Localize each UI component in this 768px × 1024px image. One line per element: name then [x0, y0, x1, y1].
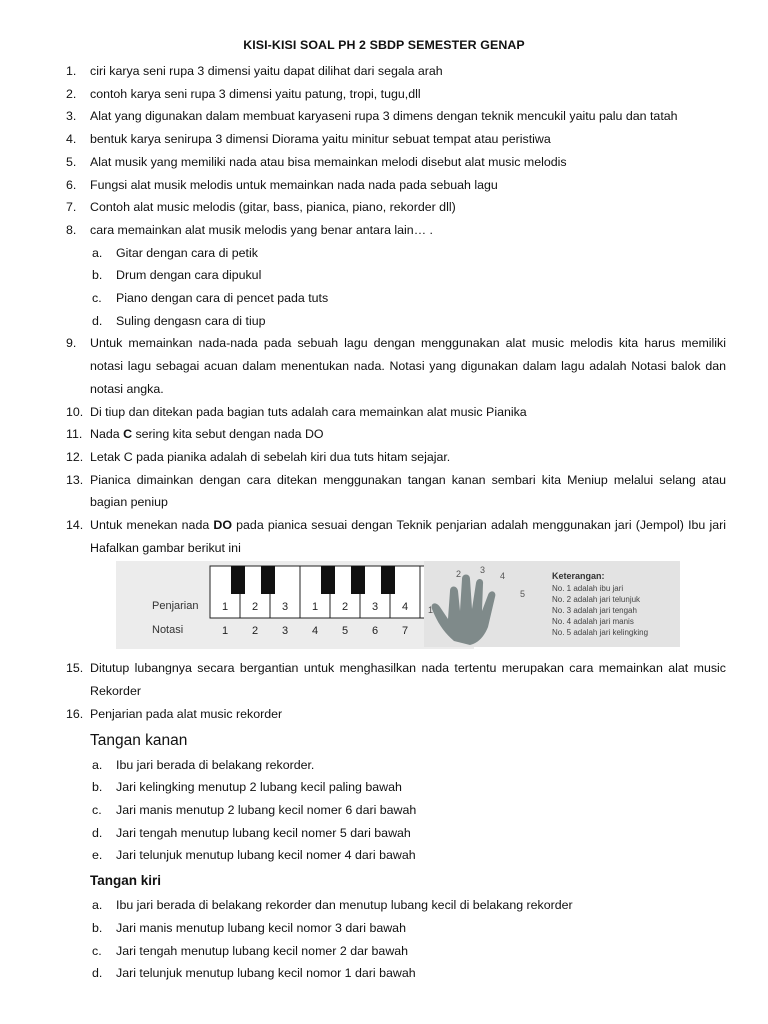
- item-text: Di tiup dan ditekan pada bagian tuts adalah cara memainkan alat music Pianika: [90, 404, 527, 419]
- list-item: [66, 446, 726, 469]
- item-number: 12.: [66, 449, 84, 464]
- item-text: Alat musik yang memiliki nada atau bisa memainkan melodi disebut alat music melodis: [90, 154, 567, 169]
- item-text: Alat yang digunakan dalam membuat karyaseni rupa 3 dimens dengan teknik mencukil yaitu palu dan tatah: [90, 109, 678, 124]
- finger-number: 4: [500, 571, 506, 582]
- item-text: Letak C pada pianika adalah di sebelah kiri dua tuts hitam sejajar.: [90, 449, 451, 464]
- item-text: ciri karya seni rupa 3 dimensi yaitu dapat dilihat dari segala arah: [90, 64, 443, 78]
- sub-option: [66, 844, 726, 867]
- item-text: bentuk karya senirupa 3 dimensi Diorama yaitu minitur sebuat tempat atau peristiwa: [90, 132, 551, 147]
- option-letter: a.: [92, 898, 103, 913]
- item-number: 16.: [66, 706, 84, 721]
- option-text: Jari manis menutup lubang kecil nomor 3 dari bawah: [116, 920, 406, 935]
- item-text: contoh karya seni rupa 3 dimensi yaitu patung, tropi, tugu,dll: [90, 86, 421, 101]
- item-number: 10.: [66, 404, 84, 419]
- item-text: cara memainkan alat musik melodis yang benar antara lain… .: [90, 222, 433, 237]
- notasi-number: 6: [371, 625, 379, 638]
- notasi-numbers: [222, 625, 436, 637]
- penjarian-number: 2: [341, 601, 349, 614]
- legend-item: No. 4 adalah jari manis: [552, 617, 634, 627]
- bold-note: C: [123, 427, 133, 442]
- hand-shape: [432, 575, 496, 646]
- sub-option: [66, 287, 726, 310]
- legend-title: Keterangan:: [552, 571, 605, 582]
- keyboard-figure: [116, 561, 474, 649]
- option-text: Jari telunjuk menutup lubang kecil nomer 4 dari bawah: [116, 848, 416, 863]
- finger-number: 5: [520, 589, 526, 600]
- list-item: [66, 60, 726, 83]
- penjarian-number: 3: [371, 601, 379, 614]
- finger-number: 3: [480, 565, 486, 576]
- option-letter: b.: [92, 268, 103, 283]
- option-letter: c.: [92, 943, 102, 958]
- list-item: [66, 174, 726, 197]
- black-key: [381, 566, 395, 594]
- text-part: Nada: [90, 427, 124, 442]
- item-number: 4.: [66, 132, 77, 147]
- legend-item: No. 3 adalah jari tengah: [552, 606, 637, 616]
- list-item: [66, 332, 726, 400]
- penjarian-number: 3: [281, 601, 289, 614]
- list-item: [66, 703, 726, 726]
- sub-option: [66, 310, 726, 333]
- option-text: Drum dengan cara dipukul: [116, 268, 262, 283]
- option-letter: b.: [92, 780, 103, 795]
- text-part: Untuk menekan nada: [90, 518, 214, 533]
- item-text: [90, 423, 726, 446]
- penjarian-number: 2: [251, 601, 259, 614]
- section-heading-left-hand: Tangan kiri: [90, 873, 162, 889]
- item-number: 7.: [66, 200, 77, 215]
- option-text: Piano dengan cara di pencet pada tuts: [116, 291, 329, 306]
- notasi-number: 3: [281, 625, 289, 638]
- penjarian-number: 4: [401, 601, 409, 614]
- list-item: [66, 128, 726, 151]
- question-list: [66, 60, 726, 985]
- penjarian-label: Penjarian: [152, 600, 199, 613]
- legend-item: No. 2 adalah jari telunjuk: [552, 595, 641, 605]
- notasi-number: 7: [401, 625, 409, 638]
- option-text: Jari manis menutup 2 lubang kecil nomer 6 dari bawah: [116, 802, 417, 817]
- option-letter: d.: [92, 825, 103, 840]
- black-key: [351, 566, 365, 594]
- list-item: [66, 219, 726, 242]
- sub-option: [66, 264, 726, 287]
- black-key: [261, 566, 275, 594]
- option-text: Ibu jari berada di belakang rekorder dan menutup lubang kecil di belakang rekorder: [116, 898, 573, 913]
- option-letter: a.: [92, 245, 103, 260]
- option-text: Gitar dengan cara di petik: [116, 245, 258, 260]
- list-item: [66, 83, 726, 106]
- list-item: [66, 657, 726, 702]
- sub-option: [66, 776, 726, 799]
- penjarian-number: 1: [221, 601, 229, 614]
- finger-number: 2: [456, 569, 462, 580]
- option-letter: c.: [92, 291, 102, 306]
- item-number: 3.: [66, 109, 77, 124]
- item-text: Contoh alat music melodis (gitar, bass, pianica, piano, rekorder dll): [90, 200, 456, 215]
- sub-option: [66, 754, 726, 777]
- item-text: Pianica dimainkan dengan cara ditekan menggunakan tangan kanan sembari kita Meniup melalui selang atau bagian peniup: [90, 472, 726, 510]
- section-heading-right-hand: Tangan kanan: [90, 731, 188, 749]
- item-number: 8.: [66, 222, 77, 237]
- item-text: Ditutup lubangnya secara bergantian untuk menghasilkan nada tertentu merupakan cara memainkan alat music Rekorder: [90, 661, 726, 699]
- item-text: Untuk memainkan nada-nada pada sebuah lagu dengan menggunakan alat music melodis kita harus memiliki notasi lagu sebagai acuan dalam menentukan nada. Notasi yang digunakan dalam lagu adalah Notasi balok dan notasi angka.: [90, 336, 726, 396]
- sub-option: [66, 894, 726, 917]
- item-number: 6.: [66, 177, 77, 192]
- option-letter: c.: [92, 802, 102, 817]
- penjarian-number: 1: [311, 601, 319, 614]
- list-item: [66, 469, 726, 514]
- figure-row: [66, 561, 726, 653]
- item-number: 11.: [66, 427, 83, 442]
- item-text: Fungsi alat musik melodis untuk memainkan nada nada pada sebuah lagu: [90, 177, 498, 192]
- hand-legend: [552, 584, 648, 637]
- item-number: 5.: [66, 154, 77, 169]
- option-text: Jari tengah menutup lubang kecil nomer 2 dar bawah: [116, 943, 409, 958]
- keyboard-keys: [210, 566, 450, 618]
- list-item: [66, 401, 726, 424]
- list-item: [66, 196, 726, 219]
- text-part: sering kita sebut dengan nada DO: [132, 427, 324, 442]
- hand-diagram: [424, 561, 680, 647]
- option-letter: a.: [92, 757, 103, 772]
- option-text: Suling dengasn cara di tiup: [116, 313, 266, 328]
- option-letter: b.: [92, 920, 103, 935]
- finger-number: 1: [428, 605, 434, 616]
- item-number: 14.: [66, 518, 84, 533]
- notasi-number: 1: [221, 625, 229, 638]
- sub-option: [66, 242, 726, 265]
- option-letter: d.: [92, 313, 103, 328]
- item-number: 13.: [66, 472, 84, 487]
- sub-option: [66, 962, 726, 985]
- notasi-label: Notasi: [152, 624, 184, 637]
- item-number: 2.: [66, 86, 77, 101]
- list-item: [66, 423, 726, 446]
- item-text: Penjarian pada alat music rekorder: [90, 706, 283, 721]
- option-letter: d.: [92, 966, 103, 981]
- notasi-number: 5: [341, 625, 349, 638]
- item-number: 15.: [66, 661, 84, 676]
- keyboard-diagram: [116, 561, 474, 649]
- legend-item: No. 1 adalah ibu jari: [552, 584, 624, 594]
- legend-item: No. 5 adalah jari kelingking: [552, 628, 649, 638]
- sub-option: [66, 917, 726, 940]
- item-text: [90, 514, 726, 559]
- item-number: 1.: [66, 64, 77, 78]
- option-text: Jari kelingking menutup 2 lubang kecil paling bawah: [116, 780, 402, 795]
- page-title: KISI-KISI SOAL PH 2 SBDP SEMESTER GENAP: [243, 38, 525, 52]
- text-part: pada pianica sesuai dengan Teknik penjarian adalah menggunakan jari (Jempol) Ibu jari Hafalkan gambar berikut ini: [90, 518, 726, 555]
- sub-option: [66, 799, 726, 822]
- sub-option: [66, 822, 726, 845]
- sub-option: [66, 940, 726, 963]
- option-text: Ibu jari berada di belakang rekorder.: [116, 757, 315, 772]
- bold-note: DO: [213, 518, 232, 533]
- notasi-number: 2: [251, 625, 259, 638]
- black-key: [321, 566, 335, 594]
- black-key: [231, 566, 245, 594]
- option-text: Jari telunjuk menutup lubang kecil nomor 1 dari bawah: [116, 966, 416, 981]
- option-letter: e.: [92, 848, 103, 863]
- option-text: Jari tengah menutup lubang kecil nomer 5 dari bawah: [116, 825, 411, 840]
- hand-icon: [432, 575, 496, 646]
- list-item: [66, 514, 726, 559]
- item-number: 9.: [66, 336, 77, 351]
- list-item: [66, 151, 726, 174]
- hand-figure: [424, 561, 680, 647]
- list-item: [66, 105, 726, 128]
- notasi-number: 4: [311, 625, 319, 638]
